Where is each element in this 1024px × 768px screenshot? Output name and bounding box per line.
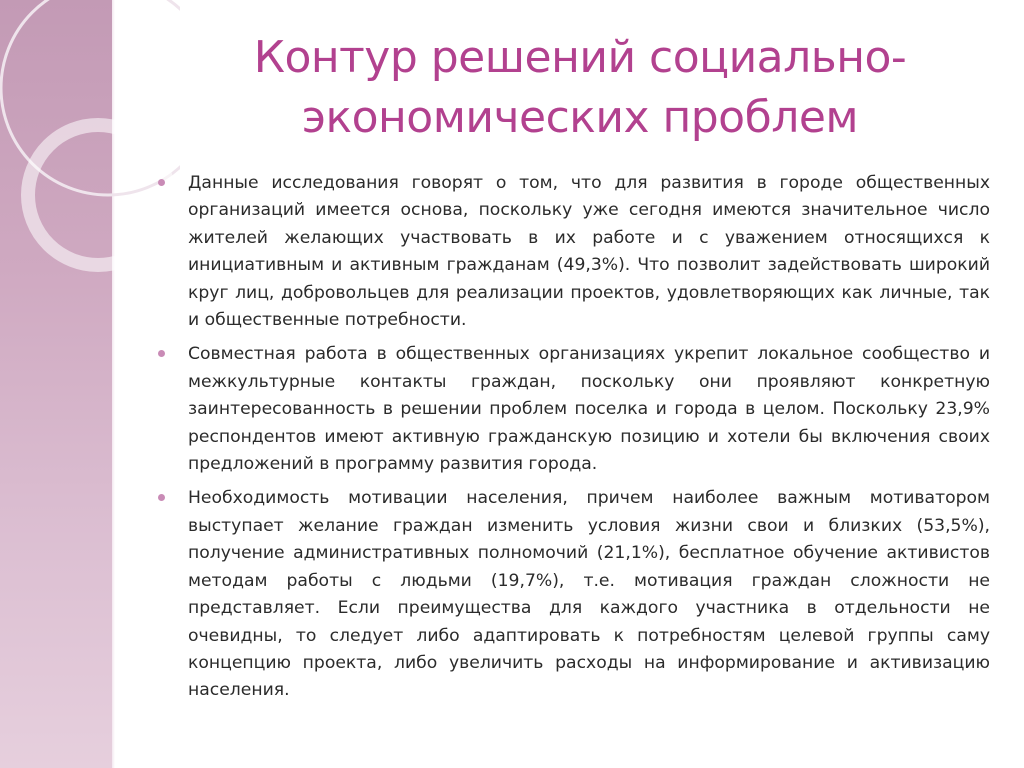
slide-title-line-2: экономических проблем <box>301 92 859 143</box>
bullet-list <box>158 170 990 712</box>
bullet-text-3: Необходимость мотивации населения, причем наиболее важным мотиватором выступает желание граждан изменить условия жизни свои и близких (53,5%), получение административных полномочий (21,1%), бесплатное обучение активистов методам работы с людьми (19,7%), т.е. мотивация граждан сложности не представляет. Если преимущества для каждого участника в отдельности не очевидны, то следует либо адаптировать к потребностям целевой группы саму концепцию проекта, либо увеличить расходы на информирование и активизацию населения. <box>188 488 990 701</box>
bullet-text-2: Совместная работа в общественных организациях укрепит локальное сообщество и межкультурные контакты граждан, поскольку они проявляют конкретную заинтересованность в решении проблем поселка и города в целом. Поскольку 23,9% респондентов имеют активную гражданскую позицию и хотели бы включения своих предложений в программу развития города. <box>188 344 990 475</box>
slide-title-line-1: Контур решений социально- <box>253 32 907 83</box>
bullet-item-2 <box>158 341 990 478</box>
bullet-item-1 <box>158 170 990 334</box>
bullet-item-3 <box>158 485 990 704</box>
bullet-dot-icon <box>158 350 165 357</box>
decorative-rings <box>0 0 180 330</box>
bullet-dot-icon <box>158 494 165 501</box>
bullet-text-1: Данные исследования говорят о том, что для развития в городе общественных организаций имеется основа, поскольку уже сегодня имеются значительное число жителей желающих участвовать в их работе и с уважением относящихся к инициативным и активным гражданам (49,3%). Что позволит задействовать широкий круг лиц, добровольцев для реализации проектов, удовлетворяющих как личные, так и общественные потребности. <box>188 173 990 331</box>
slide-title <box>170 28 990 148</box>
bullet-dot-icon <box>158 179 165 186</box>
